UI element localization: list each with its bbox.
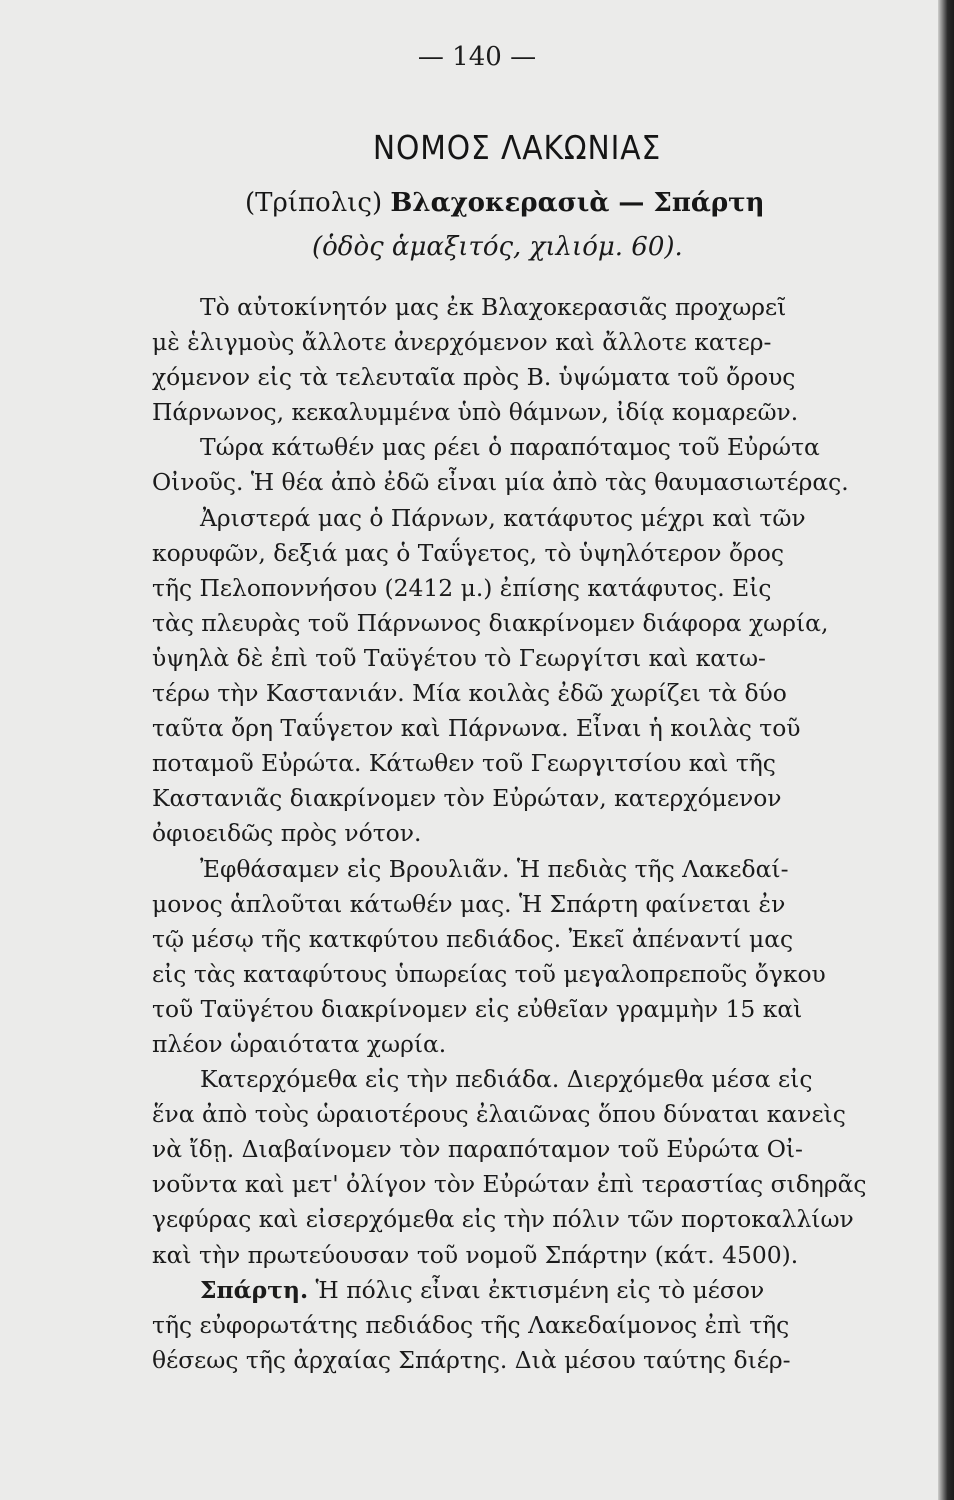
page-edge-shadow	[938, 0, 954, 1500]
body-text	[152, 290, 896, 1378]
page-title: ΝΟΜΟΣ ΛΑΚΩΝΙΑΣ	[372, 128, 662, 167]
text-line: Οἰνοῦς. Ἡ θέα ἀπὸ ἐδῶ εἶναι μία ἀπὸ τὰς θαυμασιωτέρας.	[152, 468, 849, 497]
text-line: νὰ ἴδῃ. Διαβαίνομεν τὸν παραπόταμον τοῦ Εὐρώτα Οἰ-	[152, 1135, 803, 1164]
text-line: νοῦντα καὶ μετ' ὀλίγον τὸν Εὐρώταν ἐπὶ τεραστίας σιδηρᾶς	[152, 1170, 867, 1199]
text-line: ὀφιοειδῶς πρὸς νότον.	[152, 819, 422, 848]
route-detail: (ὁδὸς ἁμαξιτός, χιλιόμ. 60).	[312, 232, 683, 262]
text-line: τῷ μέσῳ τῆς κατκφύτου πεδιάδος. Ἐκεῖ ἀπέναντί μας	[152, 924, 794, 953]
text-line: τῆς Πελοποννήσου (2412 μ.) ἐπίσης κατάφυτος. Εἰς	[152, 573, 772, 602]
text-line: τὰς πλευρὰς τοῦ Πάρνωνος διακρίνομεν διάφορα χωρία,	[152, 608, 829, 637]
text-line: ποταμοῦ Εὐρώτα. Κάτωθεν τοῦ Γεωργιτσίου καὶ τῆς	[152, 749, 776, 778]
headword: Σπάρτη.	[200, 1275, 309, 1304]
text-line: ἕνα ἀπὸ τοὺς ὡραιοτέρους ἐλαιῶνας ὅπου δύναται κανεὶς	[152, 1100, 846, 1129]
text-line: πλέον ὡραιότατα χωρία.	[152, 1029, 447, 1058]
text-line: κορυφῶν, δεξιά μας ὁ Ταΰγετος, τὸ ὑψηλότερον ὄρος	[152, 538, 784, 567]
route-heading	[245, 188, 765, 218]
text-line: θέσεως τῆς ἀρχαίας Σπάρτης. Διὰ μέσου ταύτης διέρ-	[152, 1345, 791, 1374]
text-line: Κατερχόμεθα εἰς τὴν πεδιάδα. Διερχόμεθα μέσα εἰς	[200, 1065, 813, 1094]
text-line: Πάρνωνος, κεκαλυμμένα ὑπὸ θάμνων, ἰδίᾳ κομαρεῶν.	[152, 398, 799, 427]
text-line: Ἀριστερά μας ὁ Πάρνων, κατάφυτος μέχρι καὶ τῶν	[200, 503, 806, 532]
route-prefix: (Τρίπολις)	[245, 188, 383, 218]
text-line: μονος ἁπλοῦται κάτωθέν μας. Ἡ Σπάρτη φαίνεται ἐν	[152, 889, 786, 918]
route-name: Βλαχοκερασιὰ — Σπάρτη	[390, 188, 765, 218]
text-line: γεφύρας καὶ εἰσερχόμεθα εἰς τὴν πόλιν τῶν πορτοκαλλίων	[152, 1205, 854, 1234]
text-line: καὶ τὴν πρωτεύουσαν τοῦ νομοῦ Σπάρτην (κάτ. 4500).	[152, 1240, 799, 1269]
text-line: τέρω τὴν Καστανιάν. Μία κοιλὰς ἐδῶ χωρίζει τὰ δύο	[152, 679, 787, 708]
text-line: ὑψηλὰ δὲ ἐπὶ τοῦ Ταϋγέτου τὸ Γεωργίτσι καὶ κατω-	[152, 643, 766, 672]
text-line: Τώρα κάτωθέν μας ρέει ὁ παραπόταμος τοῦ Εὐρώτα	[200, 433, 820, 462]
text-line: χόμενον εἰς τὰ τελευταῖα πρὸς Β. ὑψώματα τοῦ ὄρους	[152, 363, 796, 392]
text-line: μὲ ἑλιγμοὺς ἄλλοτε ἀνερχόμενον καὶ ἄλλοτε κατερ-	[152, 328, 772, 357]
text-line: εἰς τὰς καταφύτους ὑπωρείας τοῦ μεγαλοπρεποῦς ὄγκου	[152, 959, 826, 988]
text-line: τοῦ Ταϋγέτου διακρίνομεν εἰς εὐθεῖαν γραμμὴν 15 καὶ	[152, 994, 803, 1023]
text-line: ταῦτα ὄρη Ταΰγετον καὶ Πάρνωνα. Εἶναι ἡ κοιλὰς τοῦ	[152, 714, 801, 743]
text-line: Ἐφθάσαμεν εἰς Βρουλιᾶν. Ἡ πεδιὰς τῆς Λακεδαί-	[200, 854, 789, 883]
text-line: Σπάρτη. Ἡ πόλις εἶναι ἐκτισμένη εἰς τὸ μέσον	[200, 1275, 765, 1304]
text-line: Καστανιᾶς διακρίνομεν τὸν Εὐρώταν, κατερχόμενον	[152, 784, 782, 813]
page-number: — 140 —	[417, 42, 537, 72]
text-line: τῆς εὐφορωτάτης πεδιάδος τῆς Λακεδαίμονος ἐπὶ τῆς	[152, 1310, 790, 1339]
text-line: Τὸ αὐτοκίνητόν μας ἐκ Βλαχοκερασιᾶς προχωρεῖ	[200, 293, 787, 321]
